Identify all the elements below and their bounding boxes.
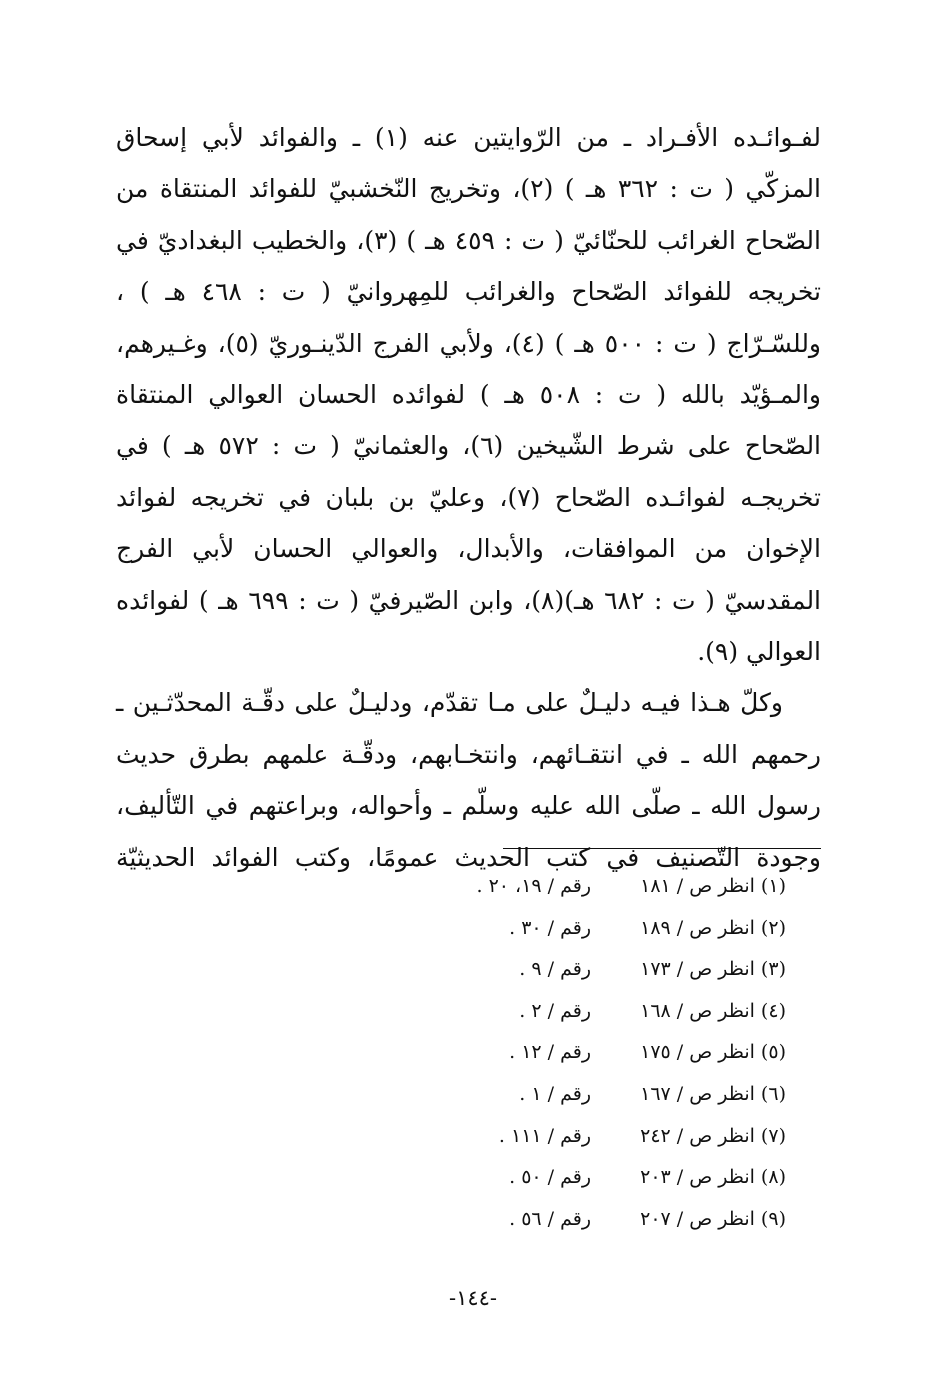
footnote-8 — [366, 1157, 786, 1199]
footnote-number: رقم / ١ . — [519, 1082, 591, 1105]
paragraph-1: لفـوائـده الأفـراد ـ من الرّوايتين عنه (١) ـ والفوائد لأبي إسحاق المزكّي ( ت : ٣٦٢ هـ ) (٢)، وتخريج النّخشبيّ للفوائد المنتقاة من الصّحاح الغرائب للحنّائيّ ( ت : ٤٥٩ هـ ) (٣)، والخطيب البغداديّ في تخريجه للفوائد الصّحاح والغرائب للمِهروانيّ ( ت : ٤٦٨ هـ ) ، وللسّـرّاج ( ت : ٥٠٠ هـ ) (٤)، ولأبي الفرج الدّينـوريّ (٥)، وغـيرهم، والمـؤيّد بالله ( ت : ٥٠٨ هـ ) لفوائده الحسان العوالي المنتقاة الصّحاح على شرط الشّيخين (٦)، والعثمانيّ ( ت : ٥٧٢ هـ ) في تخريجـه لفوائـده الصّحاح (٧)، وعليّ بن بلبان في تخريجه لفوائد الإخوان من الموافقات، والأبدال، والعوالي الحسان لأبي الفرج المقدسيّ ( ت : ٦٨٢ هـ)(٨)، وابن الصّيرفيّ ( ت : ٦٩٩ هـ ) لفوائده العوالي (٩). — [116, 123, 822, 667]
footnote-6 — [366, 1074, 786, 1116]
page-number: -١٤٤- — [448, 1286, 498, 1310]
footnote-number: رقم / ١١١ . — [498, 1124, 591, 1147]
footnote-ref: (٤) انظر ص / ١٦٨ — [640, 999, 786, 1022]
main-text — [116, 112, 821, 883]
footnote-ref: (٢) انظر ص / ١٨٩ — [640, 916, 786, 939]
footnote-number: رقم / ١٩، ٢٠ . — [476, 875, 591, 897]
footnote-separator — [503, 848, 821, 849]
footnote-ref: (٥) انظر ص / ١٧٥ — [640, 1041, 786, 1064]
footnote-number: رقم / ٥٠ . — [509, 1166, 591, 1189]
footnote-number: رقم / ٥٦ . — [509, 1207, 591, 1230]
footnote-ref: (٣) انظر ص / ١٧٣ — [640, 958, 786, 981]
paragraph-2: وكلّ هـذا فيـه دليـلٌ على مـا تقدّم، ودليـلٌ على دقّـة المحدّثـين ـ رحمهم الله ـ في انتقـائهم، وانتخـابهم، ودقّـة علمهم بطرق حديث رسول الله ـ صلّى الله عليه وسلّم ـ وأحواله، وبراعتهم في التّأليف، وجودة التّصنيف في كتب الحديث عمومًا، وكتب الفوائد الحديثيّة — [116, 688, 821, 872]
footnote-number: رقم / ٣٠ . — [509, 916, 591, 939]
footnote-4 — [366, 991, 786, 1033]
footnote-ref: (٩) انظر ص / ٢٠٧ — [640, 1207, 786, 1230]
footnote-ref: (٧) انظر ص / ٢٤٢ — [640, 1124, 786, 1147]
footnote-ref: (١) انظر ص / ١٨١ — [640, 875, 786, 897]
footnote-5 — [366, 1032, 786, 1074]
footnotes — [366, 866, 786, 1240]
footnote-ref: (٨) انظر ص / ٢٠٣ — [640, 1166, 786, 1189]
footnote-number: رقم / ٢ . — [519, 999, 591, 1022]
footnote-ref: (٦) انظر ص / ١٦٧ — [640, 1082, 786, 1105]
footnote-9 — [366, 1199, 786, 1241]
footnote-1 — [366, 866, 786, 908]
footnote-number: رقم / ٩ . — [519, 958, 591, 981]
footnote-3 — [366, 949, 786, 991]
footnote-7 — [366, 1116, 786, 1158]
footnote-2 — [366, 908, 786, 950]
footnote-number: رقم / ١٢ . — [509, 1041, 591, 1064]
